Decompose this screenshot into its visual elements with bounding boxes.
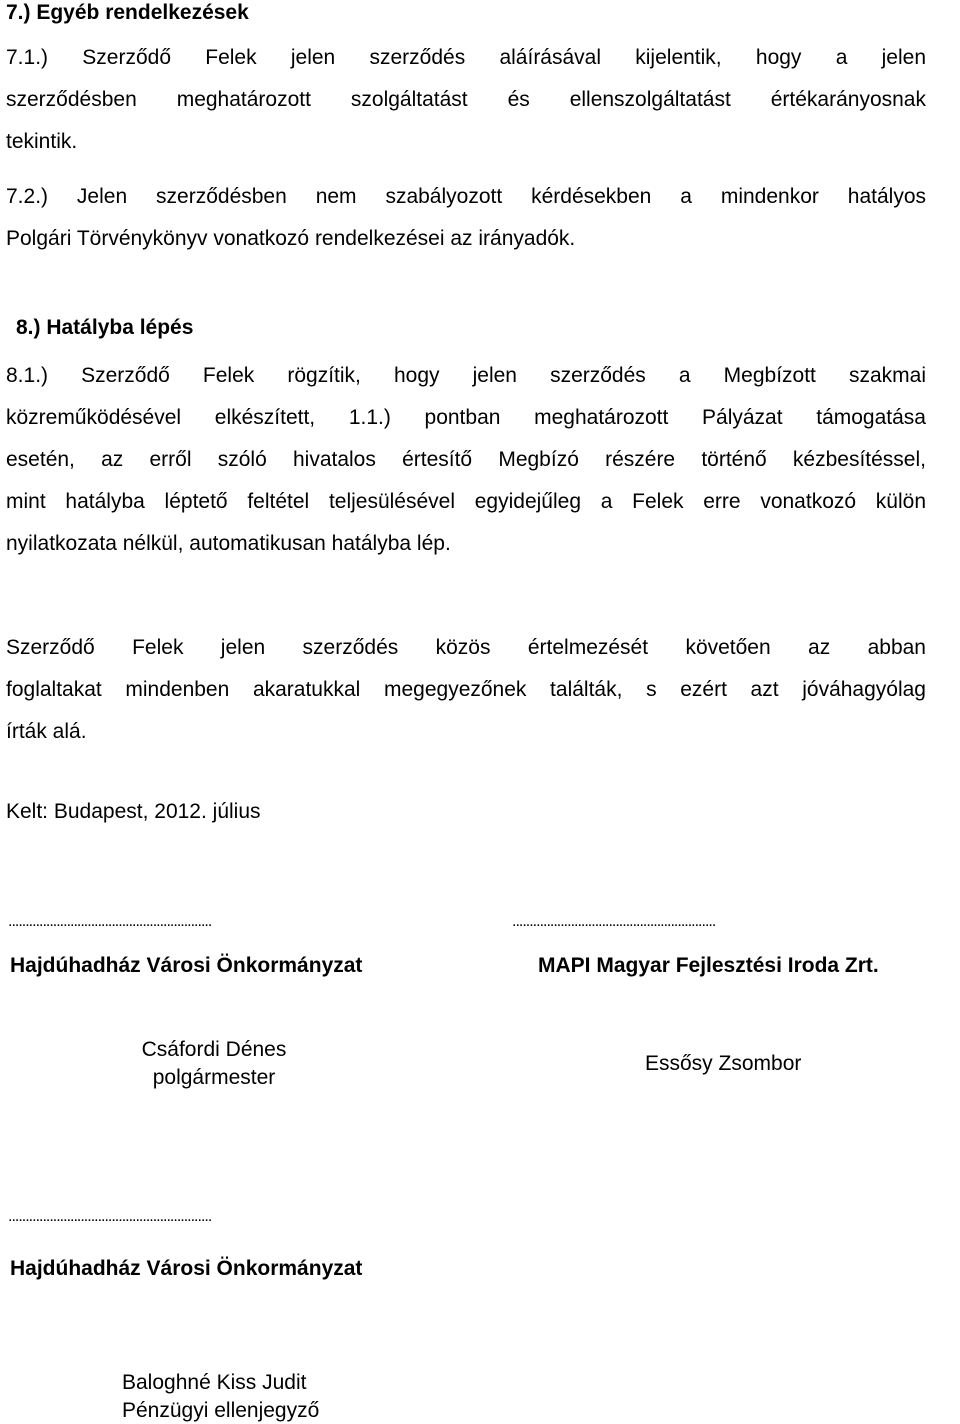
- signatory-name-right: Essősy Zsombor: [645, 1052, 802, 1075]
- paragraph-line: nyilatkozata nélkül, automatikusan hatályba lép.: [6, 532, 451, 555]
- paragraph-8-1: [6, 355, 926, 565]
- paragraph-line: esetén, az erről szóló hivatalos értesítő Megbízó részére történő kézbesítéssel,: [6, 448, 926, 471]
- paragraph-line: 7.2.) Jelen szerződésben nem szabályozott kérdésekben a mindenkor hatályos: [6, 185, 926, 208]
- signatory-name-bottom: Baloghné Kiss Judit: [122, 1371, 307, 1394]
- paragraph-line: 7.1.) Szerződő Felek jelen szerződés aláírásával kijelentik, hogy a jelen: [6, 46, 926, 69]
- signatory-org-left: Hajdúhadház Városi Önkormányzat: [10, 954, 363, 977]
- signature-line-right: ...........................................................: [512, 913, 716, 930]
- signatory-left: [104, 1036, 324, 1092]
- signatory-org-bottom: Hajdúhadház Városi Önkormányzat: [10, 1257, 363, 1280]
- signatory-title-bottom: Pénzügyi ellenjegyző: [122, 1399, 320, 1422]
- signatory-org-right: MAPI Magyar Fejlesztési Iroda Zrt.: [538, 954, 879, 977]
- paragraph-line: 8.1.) Szerződő Felek rögzítik, hogy jelen szerződés a Megbízott szakmai: [6, 364, 926, 387]
- signatory-name: Csáfordi Dénes: [141, 1038, 287, 1061]
- signatory-title: polgármester: [152, 1066, 276, 1089]
- paragraph-line: tekintik.: [6, 130, 78, 153]
- paragraph-line: foglaltakat mindenben akaratukkal megegyezőnek találták, s ezért azt jóváhagyólag: [6, 678, 926, 701]
- paragraph-line: Polgári Törvénykönyv vonatkozó rendelkezései az irányadók.: [6, 227, 576, 250]
- paragraph-line: Szerződő Felek jelen szerződés közös értelmezését követően az abban: [6, 636, 926, 659]
- closing-paragraph: [6, 627, 926, 753]
- paragraph-line: szerződésben meghatározott szolgáltatást és ellenszolgáltatást értékarányosnak: [6, 88, 926, 111]
- paragraph-line: közreműködésével elkészített, 1.1.) pontban meghatározott Pályázat támogatása: [6, 406, 926, 429]
- place-date: Kelt: Budapest, 2012. július: [6, 800, 261, 823]
- paragraph-7-2: [6, 176, 926, 260]
- section-7-heading: 7.) Egyéb rendelkezések: [6, 1, 249, 24]
- signature-line-left: ...........................................................: [8, 913, 212, 930]
- paragraph-line: írták alá.: [6, 720, 87, 743]
- paragraph-7-1: [6, 37, 926, 163]
- section-8-heading: 8.) Hatályba lépés: [16, 316, 194, 339]
- signature-line-bottom: ...........................................................: [8, 1208, 212, 1225]
- paragraph-line: mint hatályba léptető feltétel teljesülésével egyidejűleg a Felek erre vonatkozó külön: [6, 490, 926, 513]
